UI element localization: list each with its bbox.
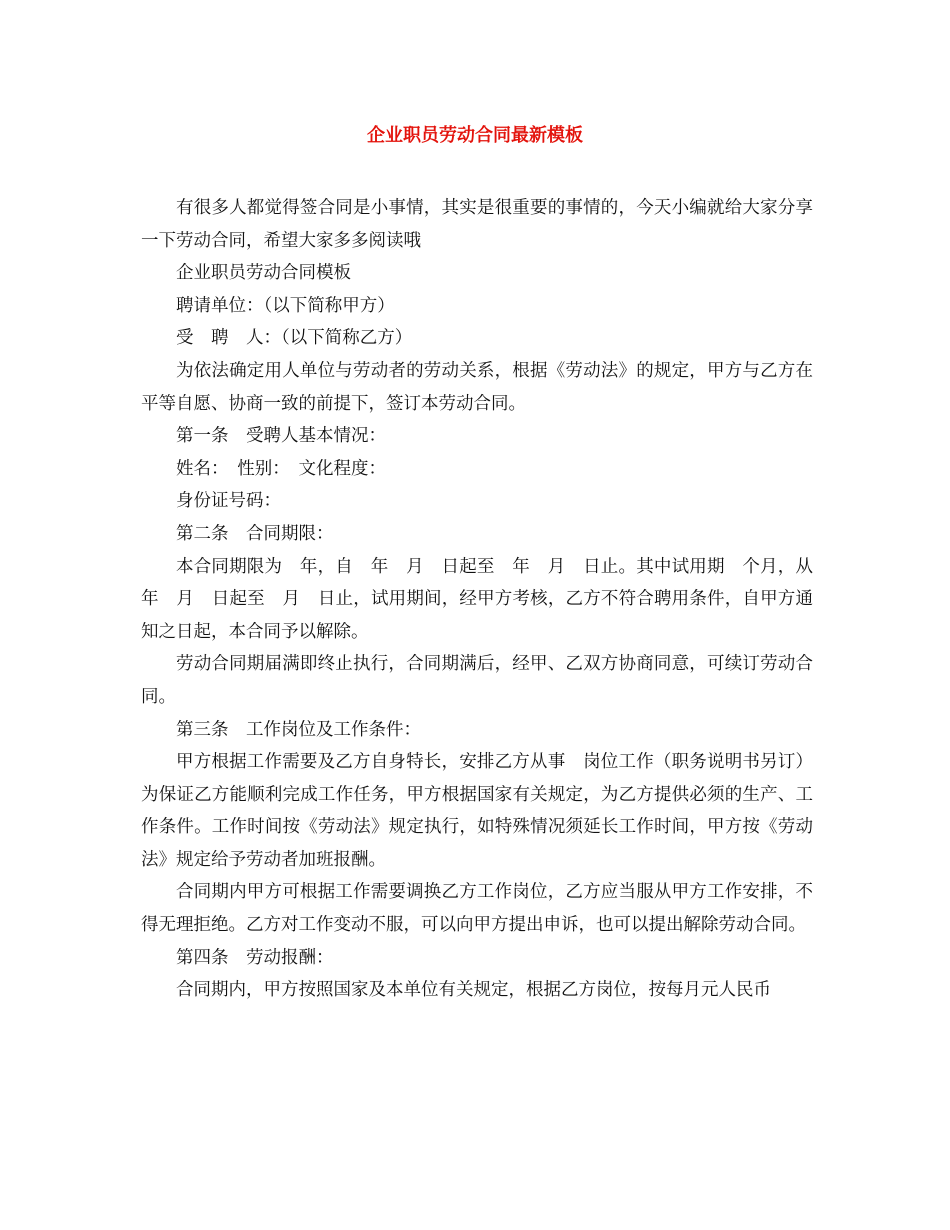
template-heading: 企业职员劳动合同模板 (176, 263, 351, 284)
document-title: 企业职员劳动合同最新模板 (367, 125, 583, 146)
article-3-heading: 第三条 工作岗位及工作条件： (176, 719, 421, 740)
document-body (141, 192, 831, 1007)
preamble-paragraph: 为依法确定用人单位与劳动者的劳动关系，根据《劳动法》的规定，甲方与乙方在平等自愿、协商一致的前提下，签订本劳动合同。 (141, 360, 813, 414)
personal-info-line: 姓名： 性别： 文化程度： (176, 458, 386, 479)
intro-paragraph: 有很多人都觉得签合同是小事情，其实是很重要的事情的，今天小编就给大家分享一下劳动合同，希望大家多多阅读哦 (141, 198, 813, 251)
work-conditions-paragraph: 甲方根据工作需要及乙方自身特长，安排乙方从事 岗位工作（职务说明书另订）为保证乙方能顺利完成工作任务，甲方根据国家有关规定，为乙方提供必须的生产、工作条件。工作时间按《劳动法》规定执行，如特殊情况须延长工作时间，甲方按《劳动法》规定给予劳动者加班报酬。 (141, 752, 813, 870)
article-4-heading: 第四条 劳动报酬： (176, 947, 334, 968)
article-2-heading: 第二条 合同期限： (176, 523, 334, 544)
article-1-heading: 第一条 受聘人基本情况： (176, 426, 386, 447)
contract-term-paragraph: 本合同期限为 年，自 年 月 日起至 年 月 日止。其中试用期 个月，从 年 月 日起至 月 日止，试用期间，经甲方考核，乙方不符合聘用条件，自甲方通知之日起，本合同予以解除。 (141, 556, 831, 642)
id-number-line: 身份证号码： (176, 491, 281, 512)
employee-field: 受 聘 人：（以下简称乙方） (176, 328, 413, 349)
remuneration-paragraph: 合同期内，甲方按照国家及本单位有关规定，根据乙方岗位，按每月元人民币 (176, 980, 771, 1001)
job-transfer-paragraph: 合同期内甲方可根据工作需要调换乙方工作岗位，乙方应当服从甲方工作安排，不得无理拒绝。乙方对工作变动不服，可以向甲方提出申诉，也可以提出解除劳动合同。 (141, 882, 813, 936)
employer-field: 聘请单位：（以下简称甲方） (176, 295, 395, 316)
contract-renewal-paragraph: 劳动合同期届满即终止执行，合同期满后，经甲、乙双方协商同意，可续订劳动合同。 (141, 654, 813, 707)
